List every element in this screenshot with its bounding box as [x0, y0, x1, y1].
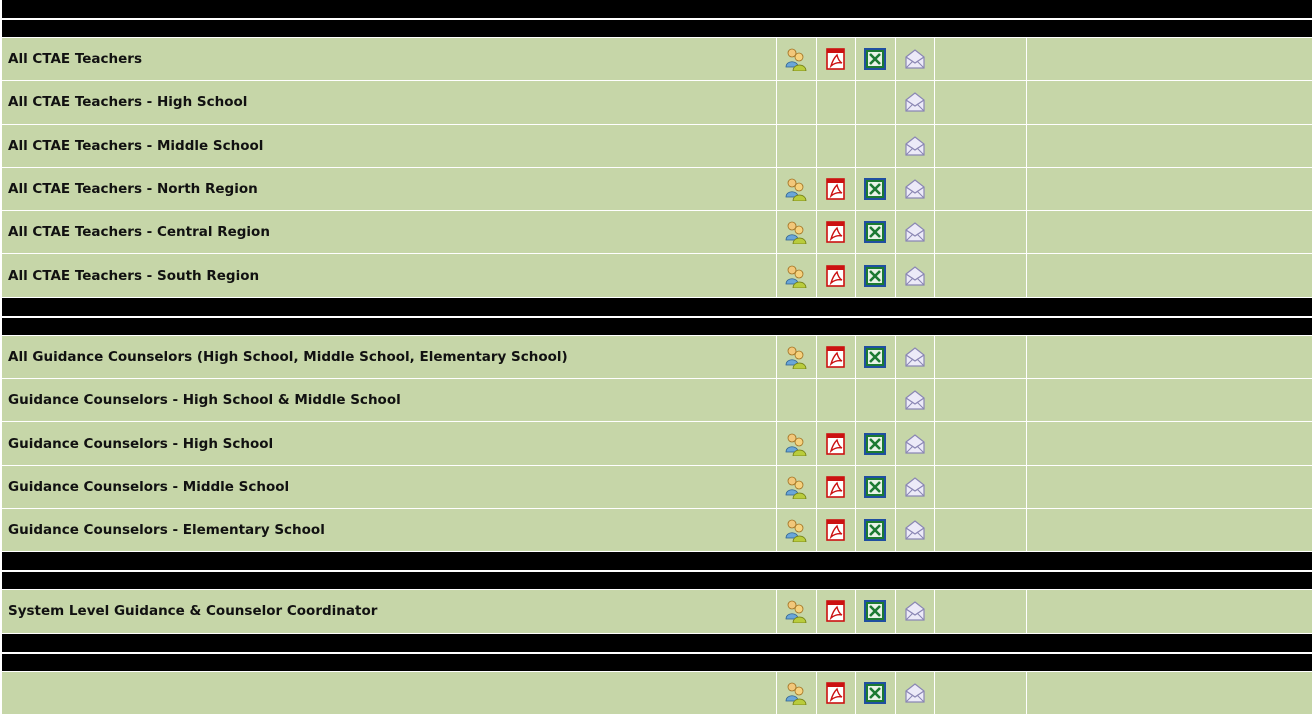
empty-cell: [1027, 211, 1312, 253]
table-row: [2, 168, 1312, 211]
excel-icon[interactable]: [863, 475, 887, 499]
section-separator: [2, 0, 1312, 38]
empty-cell: [935, 422, 1027, 464]
icon-cell[interactable]: [817, 422, 857, 464]
empty-cell: [935, 125, 1027, 167]
empty-cell: [1027, 254, 1312, 296]
icon-cell[interactable]: [817, 336, 857, 378]
pdf-icon[interactable]: [824, 264, 848, 288]
excel-icon[interactable]: [863, 264, 887, 288]
icon-cell[interactable]: [856, 336, 896, 378]
empty-cell: [935, 38, 1027, 80]
icon-cell[interactable]: [896, 590, 936, 632]
excel-icon[interactable]: [863, 681, 887, 705]
table-row: [2, 336, 1312, 379]
icon-cell[interactable]: [856, 168, 896, 210]
pdf-icon[interactable]: [824, 177, 848, 201]
row-label: All CTAE Teachers - North Region: [2, 168, 777, 210]
users-icon[interactable]: [784, 220, 808, 244]
excel-icon[interactable]: [863, 220, 887, 244]
users-icon[interactable]: [784, 432, 808, 456]
excel-icon[interactable]: [863, 345, 887, 369]
mail-icon[interactable]: [903, 599, 927, 623]
empty-cell: [1027, 336, 1312, 378]
excel-icon[interactable]: [863, 518, 887, 542]
users-icon[interactable]: [784, 177, 808, 201]
empty-cell: [935, 254, 1027, 296]
table-row: [2, 509, 1312, 552]
icon-cell[interactable]: [896, 422, 936, 464]
empty-cell: [1027, 466, 1312, 508]
icon-cell[interactable]: [856, 466, 896, 508]
icon-cell[interactable]: [777, 168, 817, 210]
pdf-icon[interactable]: [824, 47, 848, 71]
users-icon[interactable]: [784, 599, 808, 623]
mail-icon[interactable]: [903, 475, 927, 499]
row-label: All CTAE Teachers - Central Region: [2, 211, 777, 253]
empty-cell: [935, 81, 1027, 123]
icon-cell: [856, 379, 896, 421]
separator-line: [2, 316, 1312, 318]
table-row: [2, 422, 1312, 465]
mail-icon[interactable]: [903, 518, 927, 542]
separator-line: [2, 652, 1312, 654]
table-row: [2, 590, 1312, 633]
empty-cell: [935, 168, 1027, 210]
pdf-icon[interactable]: [824, 599, 848, 623]
mail-icon[interactable]: [903, 345, 927, 369]
excel-icon[interactable]: [863, 177, 887, 201]
icon-cell: [817, 125, 857, 167]
icon-cell[interactable]: [856, 254, 896, 296]
icon-cell[interactable]: [856, 38, 896, 80]
empty-cell: [1027, 125, 1312, 167]
table-row: [2, 38, 1312, 81]
icon-cell[interactable]: [817, 509, 857, 551]
pdf-icon[interactable]: [824, 681, 848, 705]
icon-cell[interactable]: [896, 38, 936, 80]
icon-cell[interactable]: [817, 672, 857, 714]
mail-icon[interactable]: [903, 134, 927, 158]
mail-icon[interactable]: [903, 220, 927, 244]
mail-icon[interactable]: [903, 388, 927, 412]
row-label: All CTAE Teachers - Middle School: [2, 125, 777, 167]
pdf-icon[interactable]: [824, 518, 848, 542]
icon-cell: [777, 379, 817, 421]
section-separator: [2, 552, 1312, 590]
mail-icon[interactable]: [903, 47, 927, 71]
empty-cell: [935, 379, 1027, 421]
empty-cell: [935, 336, 1027, 378]
table-row: [2, 254, 1312, 297]
icon-cell[interactable]: [777, 38, 817, 80]
pdf-icon[interactable]: [824, 220, 848, 244]
table-row: [2, 211, 1312, 254]
table-row: [2, 379, 1312, 422]
pdf-icon[interactable]: [824, 475, 848, 499]
section-separator: [2, 298, 1312, 336]
row-label: All CTAE Teachers - High School: [2, 81, 777, 123]
icon-cell[interactable]: [777, 254, 817, 296]
pdf-icon[interactable]: [824, 345, 848, 369]
section-separator: [2, 634, 1312, 672]
icon-cell[interactable]: [896, 466, 936, 508]
users-icon[interactable]: [784, 681, 808, 705]
icon-cell[interactable]: [777, 422, 817, 464]
excel-icon[interactable]: [863, 47, 887, 71]
icon-cell[interactable]: [777, 672, 817, 714]
row-label: Guidance Counselors - Elementary School: [2, 509, 777, 551]
users-icon[interactable]: [784, 518, 808, 542]
mail-icon[interactable]: [903, 264, 927, 288]
icon-cell[interactable]: [856, 211, 896, 253]
icon-cell[interactable]: [817, 254, 857, 296]
users-icon[interactable]: [784, 345, 808, 369]
empty-cell: [1027, 672, 1312, 714]
icon-cell[interactable]: [777, 509, 817, 551]
empty-cell: [1027, 81, 1312, 123]
icon-cell[interactable]: [777, 590, 817, 632]
empty-cell: [935, 211, 1027, 253]
icon-cell: [817, 81, 857, 123]
row-label: Guidance Counselors - High School & Middle School: [2, 379, 777, 421]
row-label: System Level Guidance & Counselor Coordinator: [2, 590, 777, 632]
icon-cell[interactable]: [896, 254, 936, 296]
icon-cell[interactable]: [896, 125, 936, 167]
icon-cell[interactable]: [817, 590, 857, 632]
table-row: [2, 81, 1312, 124]
icon-cell[interactable]: [856, 422, 896, 464]
mail-icon[interactable]: [903, 177, 927, 201]
users-icon[interactable]: [784, 475, 808, 499]
icon-cell[interactable]: [817, 38, 857, 80]
empty-cell: [935, 509, 1027, 551]
row-label: Guidance Counselors - High School: [2, 422, 777, 464]
icon-cell[interactable]: [896, 336, 936, 378]
empty-cell: [1027, 38, 1312, 80]
empty-cell: [935, 466, 1027, 508]
users-icon[interactable]: [784, 264, 808, 288]
empty-cell: [1027, 379, 1312, 421]
empty-cell: [1027, 168, 1312, 210]
icon-cell[interactable]: [817, 211, 857, 253]
icon-cell[interactable]: [896, 672, 936, 714]
empty-cell: [935, 672, 1027, 714]
icon-cell[interactable]: [777, 336, 817, 378]
icon-cell[interactable]: [896, 168, 936, 210]
table-row: [2, 672, 1312, 715]
pdf-icon[interactable]: [824, 432, 848, 456]
icon-cell[interactable]: [856, 509, 896, 551]
users-icon[interactable]: [784, 47, 808, 71]
icon-cell[interactable]: [896, 81, 936, 123]
mail-icon[interactable]: [903, 681, 927, 705]
separator-line: [2, 18, 1312, 20]
empty-cell: [1027, 509, 1312, 551]
distribution-list-table: [2, 0, 1312, 715]
icon-cell[interactable]: [896, 509, 936, 551]
icon-cell[interactable]: [896, 379, 936, 421]
mail-icon[interactable]: [903, 432, 927, 456]
empty-cell: [935, 590, 1027, 632]
row-label: [2, 672, 777, 714]
icon-cell[interactable]: [777, 466, 817, 508]
row-label: All CTAE Teachers: [2, 38, 777, 80]
table-row: [2, 466, 1312, 509]
icon-cell[interactable]: [777, 211, 817, 253]
empty-cell: [1027, 590, 1312, 632]
icon-cell: [777, 125, 817, 167]
mail-icon[interactable]: [903, 90, 927, 114]
icon-cell: [856, 81, 896, 123]
icon-cell[interactable]: [856, 590, 896, 632]
excel-icon[interactable]: [863, 599, 887, 623]
icon-cell[interactable]: [817, 168, 857, 210]
row-label: Guidance Counselors - Middle School: [2, 466, 777, 508]
empty-cell: [1027, 422, 1312, 464]
icon-cell: [817, 379, 857, 421]
icon-cell[interactable]: [817, 466, 857, 508]
icon-cell[interactable]: [856, 672, 896, 714]
icon-cell[interactable]: [896, 211, 936, 253]
excel-icon[interactable]: [863, 432, 887, 456]
icon-cell: [777, 81, 817, 123]
table-row: [2, 125, 1312, 168]
row-label: All CTAE Teachers - South Region: [2, 254, 777, 296]
separator-line: [2, 570, 1312, 572]
icon-cell: [856, 125, 896, 167]
row-label: All Guidance Counselors (High School, Middle School, Elementary School): [2, 336, 777, 378]
